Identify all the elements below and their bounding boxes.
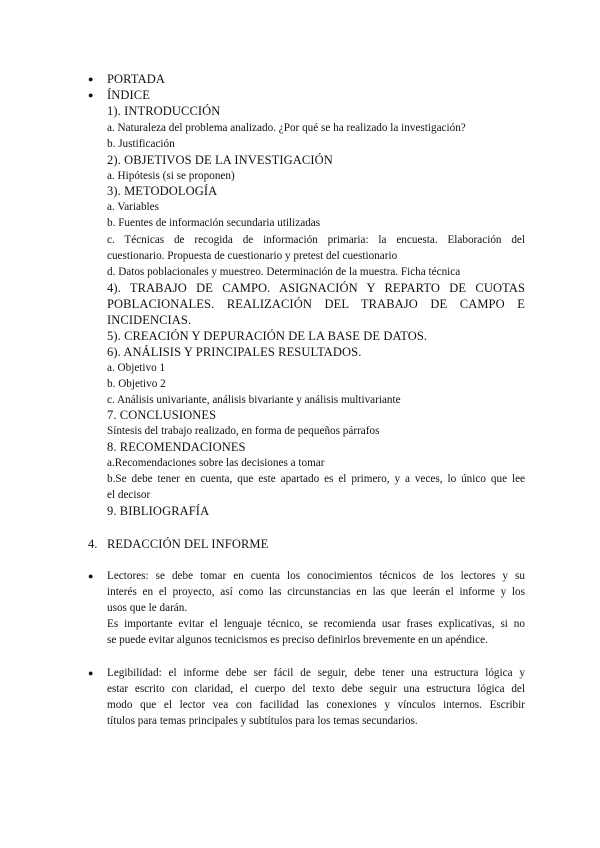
- legibilidad-line3: modo que el lector vea con facilidad las conexiones y vínculos internos. Escribir: [107, 699, 525, 711]
- toc-ana-b: b. Objetivo 2: [107, 378, 166, 390]
- lectores-line3: usos que le darán.: [107, 602, 188, 614]
- toc-metodologia: 3). METODOLOGÍA: [107, 184, 218, 198]
- toc-obj-a: a. Hipótesis (si se proponen): [107, 170, 235, 182]
- lectores-line2: interés en el proyecto, así como las circunstancias en las que leerán el informe y los: [107, 586, 525, 598]
- toc-objetivos: 2). OBJETIVOS DE LA INVESTIGACIÓN: [107, 153, 333, 167]
- toc-bibliografia: 9. BIBLIOGRAFÍA: [107, 504, 210, 518]
- bullet-indice: ●: [88, 90, 94, 100]
- legibilidad-line4: títulos para temas principales y subtítulos para los temas secundarios.: [107, 715, 418, 727]
- bullet-lectores: ●: [88, 571, 94, 581]
- toc-introduccion: 1). INTRODUCCIÓN: [107, 104, 221, 118]
- bullet-legibilidad: ●: [88, 668, 94, 678]
- section-title: REDACCIÓN DEL INFORME: [107, 537, 269, 551]
- toc-trabajo-campo-line2: POBLACIONALES. REALIZACIÓN DEL TRABAJO DE CAMPO E: [107, 297, 525, 311]
- toc-indice: ÍNDICE: [107, 88, 150, 102]
- lectores-line1: Lectores: se debe tomar en cuenta los conocimientos técnicos de los lectores y su: [107, 570, 525, 582]
- toc-met-c-line2: cuestionario. Propuesta de cuestionario y pretest del cuestionario: [107, 250, 398, 262]
- legibilidad-line1: Legibilidad: el informe debe ser fácil de seguir, debe tener una estructura lógica y: [107, 667, 525, 679]
- lectores-line5: se puede evitar algunos tecnicismos es preciso definirlos brevemente en un apéndice.: [107, 634, 488, 646]
- toc-rec-b-line2: el decisor: [107, 489, 151, 501]
- toc-trabajo-campo-line1: 4). TRABAJO DE CAMPO. ASIGNACIÓN Y REPARTO DE CUOTAS: [107, 281, 525, 295]
- toc-con-text: Síntesis del trabajo realizado, en forma de pequeños párrafos: [107, 425, 380, 437]
- toc-intro-b: b. Justificación: [107, 138, 175, 150]
- toc-portada: PORTADA: [107, 72, 165, 86]
- legibilidad-line2: estar escrito con claridad, el cuerpo del texto debe seguir una estructura lógica del: [107, 683, 525, 695]
- toc-trabajo-campo-line3: INCIDENCIAS.: [107, 313, 192, 327]
- section-number: 4.: [88, 537, 98, 551]
- toc-met-d: d. Datos poblacionales y muestreo. Determinación de la muestra. Ficha técnica: [107, 266, 461, 278]
- toc-analisis: 6). ANÁLISIS Y PRINCIPALES RESULTADOS.: [107, 345, 362, 359]
- toc-rec-a: a.Recomendaciones sobre las decisiones a tomar: [107, 457, 325, 469]
- toc-met-a: a. Variables: [107, 201, 159, 213]
- toc-creacion-bd: 5). CREACIÓN Y DEPURACIÓN DE LA BASE DE DATOS.: [107, 329, 428, 343]
- toc-met-b: b. Fuentes de información secundaria utilizadas: [107, 217, 321, 229]
- toc-conclusiones: 7. CONCLUSIONES: [107, 408, 217, 422]
- toc-ana-c: c. Análisis univariante, análisis bivariante y análisis multivariante: [107, 394, 401, 406]
- toc-met-c-line1: c. Técnicas de recogida de información primaria: la encuesta. Elaboración del: [107, 234, 525, 246]
- bullet-portada: ●: [88, 74, 94, 84]
- toc-recomendaciones: 8. RECOMENDACIONES: [107, 440, 246, 454]
- toc-intro-a: a. Naturaleza del problema analizado. ¿Por qué se ha realizado la investigación?: [107, 122, 466, 134]
- lectores-line4: Es importante evitar el lenguaje técnico, se recomienda usar frases explicativas, si no: [107, 618, 525, 630]
- toc-ana-a: a. Objetivo 1: [107, 362, 166, 374]
- toc-rec-b-line1: b.Se debe tener en cuenta, que este apartado es el primero, y a veces, lo único que lee: [107, 473, 525, 485]
